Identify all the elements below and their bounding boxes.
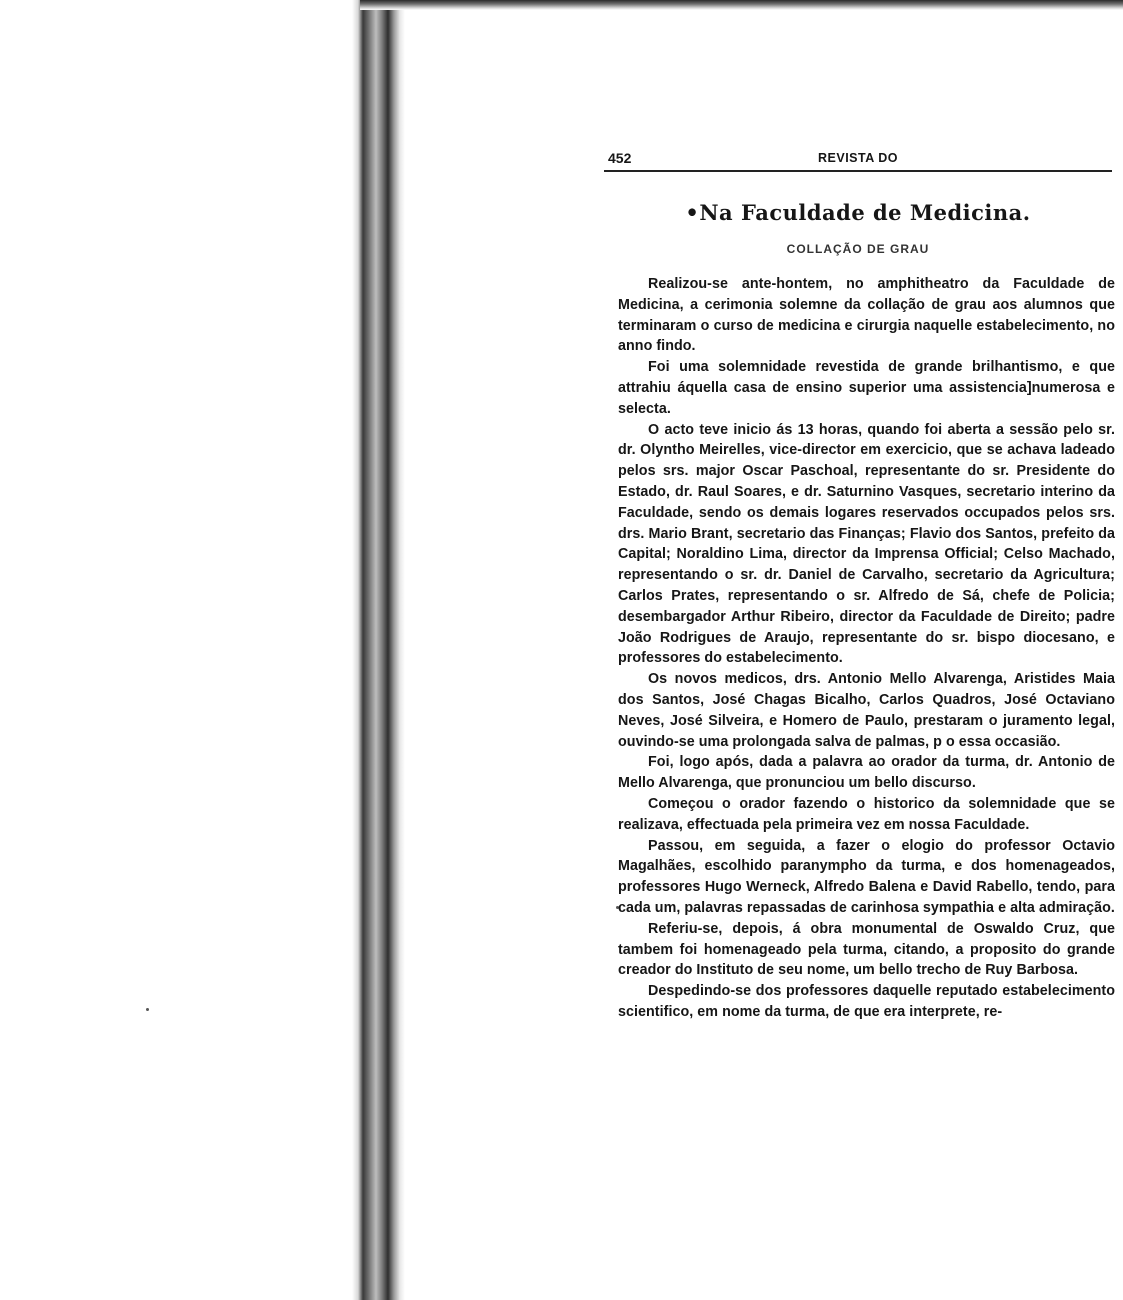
article-body (618, 274, 1115, 1023)
paragraph: Passou, em seguida, a fazer o elogio do professor Octavio Magalhães, escolhido paranympho da turma, e dos homenageados, professores Hugo Werneck, Alfredo Balena e David Rabello, tendo, para cada um, palavras repassadas de carinhosa sympathia e alta admiração. (618, 837, 1115, 916)
paragraph: Referiu-se, depois, á obra monumental de Oswaldo Cruz, que tambem foi homenageado pela turma, citando, a proposito do grande creador do Instituto de seu nome, um bello trecho de Ruy Barbosa. (618, 920, 1115, 979)
scan-speck (146, 1008, 149, 1011)
paragraph: Foi, logo após, dada a palavra ao orador da turma, dr. Antonio de Mello Alvarenga, que pronunciou um bello discurso. (618, 754, 1115, 792)
article-subtitle: COLLAÇÃO DE GRAU (786, 242, 930, 256)
running-head: REVISTA DO (818, 151, 899, 165)
paragraph: Realizou-se ante-hontem, no amphitheatro da Faculdade de Medicina, a cerimonia solemne da collação de grau aos alumnos que terminaram o curso de medicina e cirurgia naquelle estabelecimento, no anno findo. (618, 276, 1115, 355)
paragraph: Os novos medicos, drs. Antonio Mello Alvarenga, Aristides Maia dos Santos, José Chagas Bicalho, Carlos Quadros, José Octaviano Neves, José Silveira, e Homero de Paulo, prestaram o juramento legal, ouvindo-se uma prolongada salva de palmas, p o essa occasião. (618, 671, 1115, 750)
paragraph: O acto teve inicio ás 13 horas, quando foi aberta a sessão pelo sr. dr. Olyntho Meirelles, vice-director em exercicio, que se achava ladeado pelos srs. major Oscar Paschoal, representante do sr. Presidente do Estado, dr. Raul Soares, e dr. Saturnino Vasques, secretario interino da Faculdade, sendo os demais logares reservados occupados pelos srs. drs. Mario Brant, secretario das Finanças; Flavio dos Santos, prefeito da Capital; Noraldino Lima, director da Imprensa Official; Celso Machado, representando o sr. dr. Daniel de Carvalho, secretario da Agricultura; Carlos Prates, representando o sr. Alfredo de Sá, chefe de Policia; desembargador Arthur Ribeiro, director da Faculdade de Direito; padre João Rodrigues de Araujo, representante do sr. bispo diocesano, e professores do estabelecimento. (618, 421, 1115, 667)
paragraph: Começou o orador fazendo o historico da solemnidade que se realizava, effectuada pela primeira vez em nossa Faculdade. (618, 795, 1115, 833)
paragraph: Despedindo-se dos professores daquelle reputado estabelecimento scientifico, em nome da turma, de que era interprete, re- (618, 983, 1115, 1020)
header-rule (604, 170, 1112, 172)
book-binding-gutter (0, 0, 405, 1300)
page-top-edge-shadow (360, 0, 1123, 10)
page-number: 452 (608, 150, 632, 166)
article-title: •Na Faculdade de Medicina. (685, 200, 1031, 225)
page-header (604, 150, 1112, 174)
paragraph: Foi uma solemnidade revestida de grande brilhantismo, e que attrahiu áquella casa de ensino superior uma assistencia]numerosa e selecta. (618, 359, 1115, 417)
